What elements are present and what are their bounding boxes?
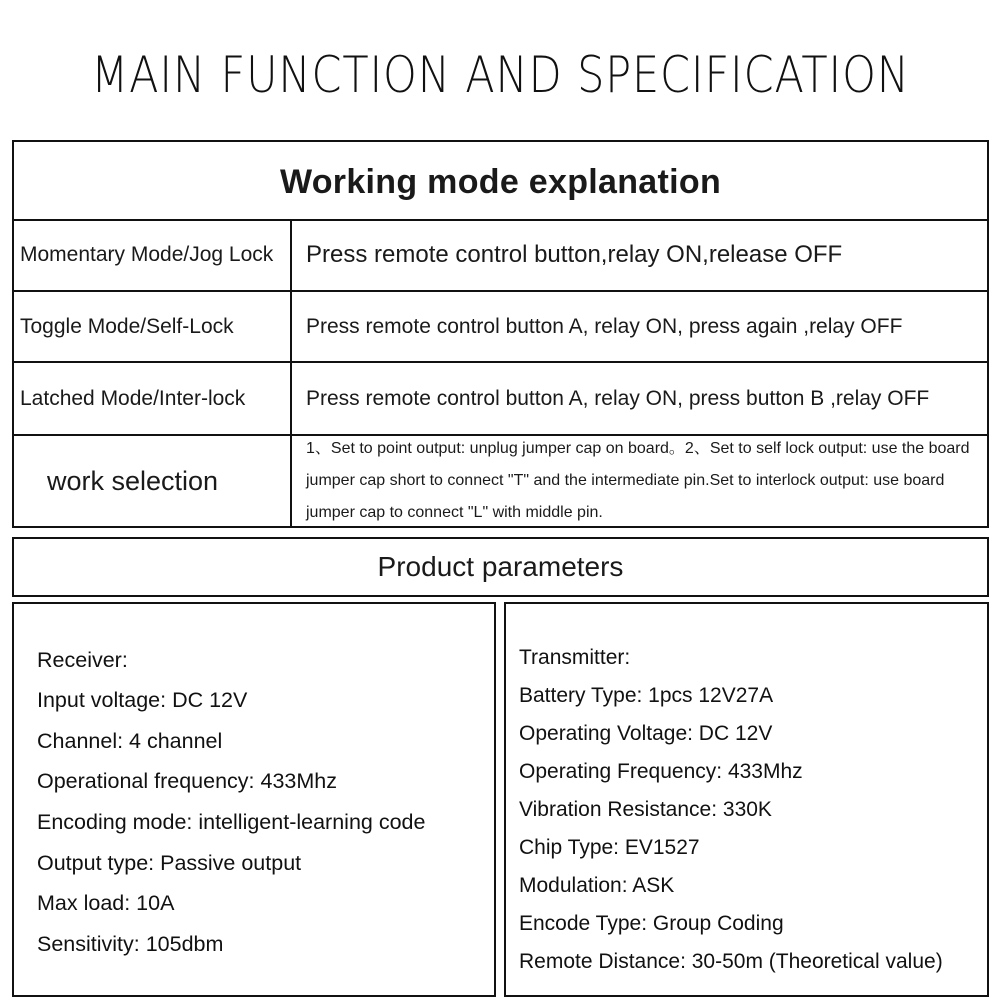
transmitter-line: Vibration Resistance: 330K xyxy=(519,798,772,821)
receiver-line: Max load: 10A xyxy=(37,891,175,915)
receiver-line: Receiver: xyxy=(37,648,128,672)
transmitter-box xyxy=(504,602,989,997)
page-title: MAIN FUNCTION AND SPECIFICATION xyxy=(91,46,910,104)
mode-row-toggle xyxy=(14,292,987,363)
mode-label: Toggle Mode/Self-Lock xyxy=(14,292,292,361)
mode-label: Latched Mode/Inter-lock xyxy=(14,363,292,434)
mode-description: Press remote control button A, relay ON, press again ,relay OFF xyxy=(306,314,903,338)
transmitter-line: Operating Frequency: 433Mhz xyxy=(519,760,803,783)
mode-row-work-selection xyxy=(14,436,987,526)
transmitter-line: Battery Type: 1pcs 12V27A xyxy=(519,684,774,707)
transmitter-line: Modulation: ASK xyxy=(519,874,675,897)
mode-label: work selection xyxy=(14,436,292,526)
mode-description: 1、Set to point output: unplug jumper cap on board。2、Set to self lock output: use the board jumper cap short to connect "T" and the intermediate pin.Set to interlock output: use board jumper cap to connect "L" with middle pin. xyxy=(306,440,970,521)
transmitter-line: Remote Distance: 30-50m (Theoretical value) xyxy=(519,950,943,973)
mode-row-momentary xyxy=(14,219,987,292)
transmitter-line: Chip Type: EV1527 xyxy=(519,836,700,859)
mode-label: Momentary Mode/Jog Lock xyxy=(14,219,292,290)
transmitter-line: Transmitter: xyxy=(519,646,631,669)
working-mode-table xyxy=(12,140,989,528)
working-mode-heading: Working mode explanation xyxy=(14,142,987,221)
receiver-line: Operational frequency: 433Mhz xyxy=(37,769,337,793)
product-parameters-heading: Product parameters xyxy=(12,537,989,597)
receiver-line: Encoding mode: intelligent-learning code xyxy=(37,810,426,834)
mode-description: Press remote control button A, relay ON, press button B ,relay OFF xyxy=(306,386,930,410)
mode-row-latched xyxy=(14,363,987,436)
receiver-box xyxy=(12,602,496,997)
transmitter-line: Operating Voltage: DC 12V xyxy=(519,722,773,745)
receiver-line: Channel: 4 channel xyxy=(37,729,223,753)
mode-description: Press remote control button,relay ON,release OFF xyxy=(306,240,843,268)
transmitter-line: Encode Type: Group Coding xyxy=(519,912,784,935)
receiver-line: Input voltage: DC 12V xyxy=(37,688,248,712)
receiver-line: Sensitivity: 105dbm xyxy=(37,932,224,956)
receiver-line: Output type: Passive output xyxy=(37,851,302,875)
